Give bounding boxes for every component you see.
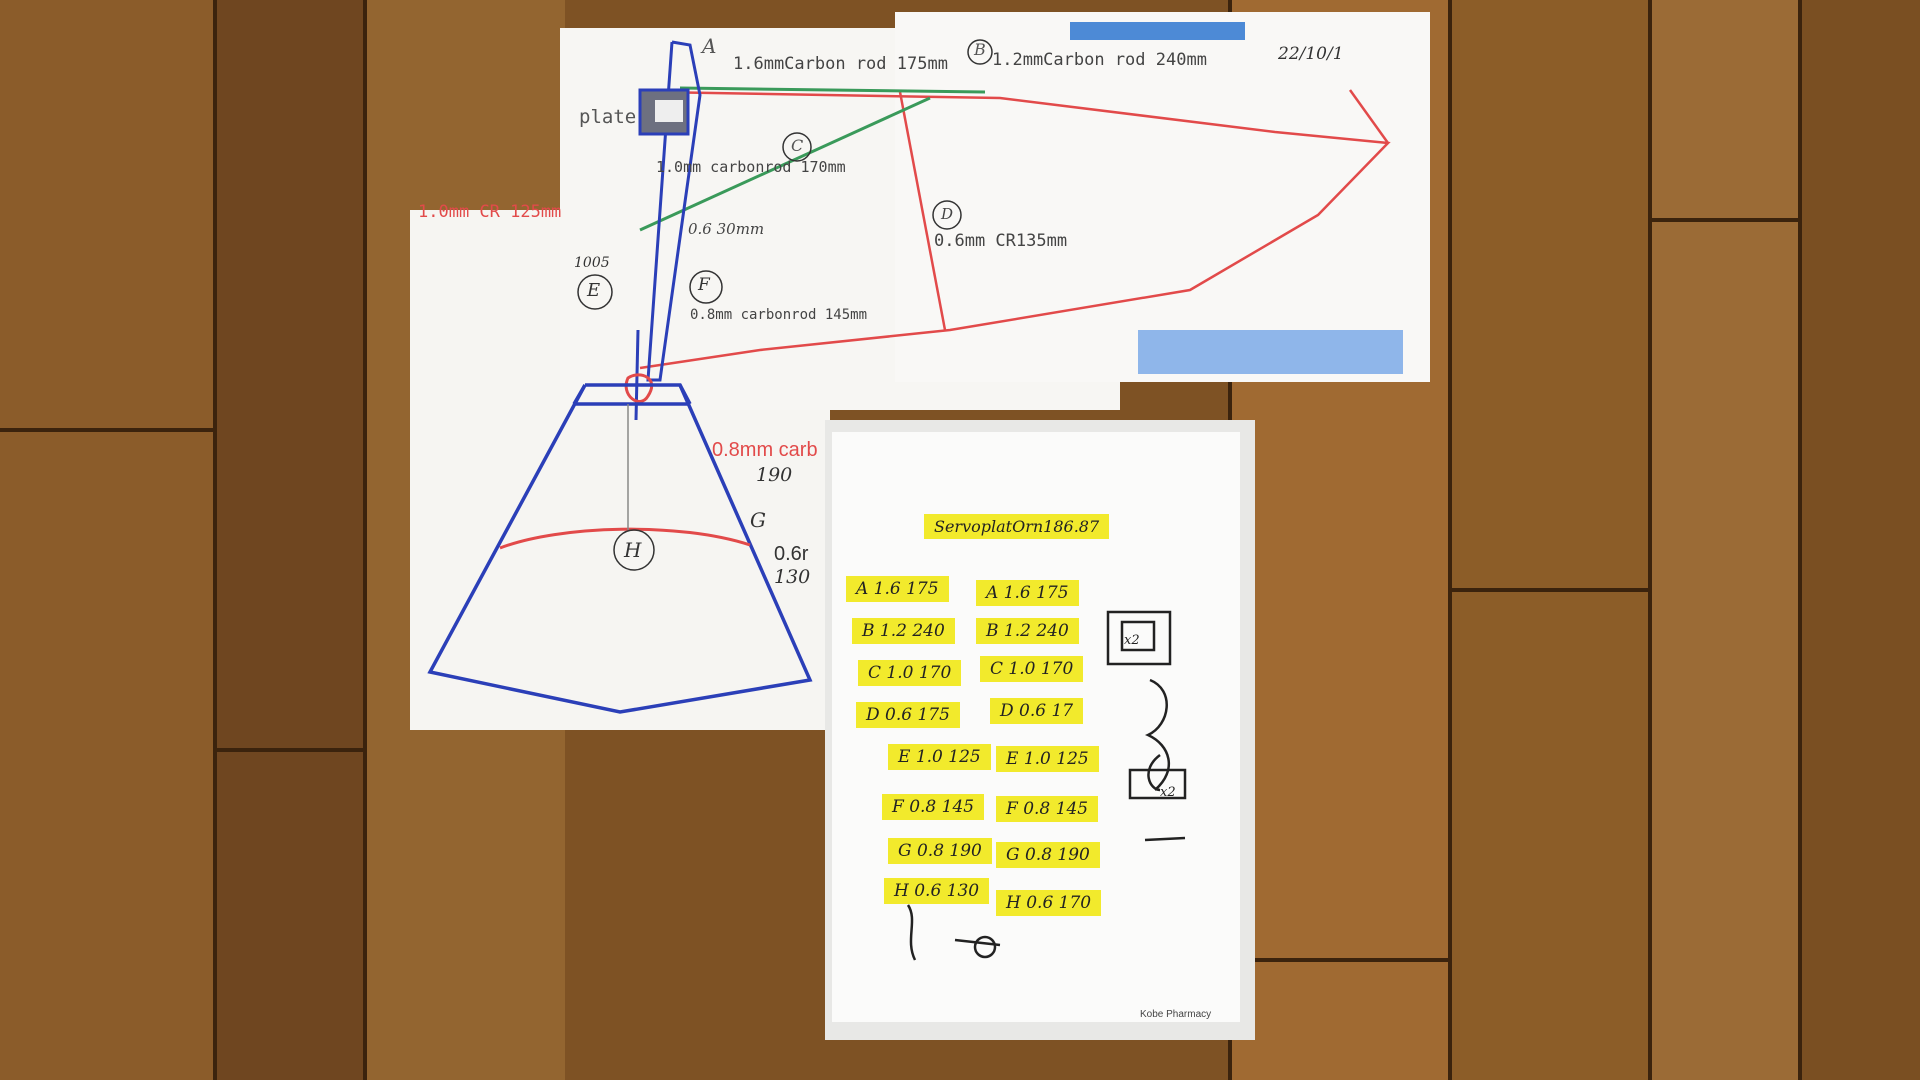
rod-b-text: 1.2mmCarbon rod 240mm	[992, 50, 1207, 70]
label-e: E	[587, 280, 601, 301]
mark-x2a: x2	[1124, 633, 1140, 648]
label-g: G	[750, 508, 766, 532]
label-h: H	[624, 538, 642, 562]
mark-x2b: x2	[1160, 785, 1176, 800]
rod-misc-text: 0.6 30mm	[688, 220, 765, 238]
left-list-item: A 1.6 175	[846, 576, 949, 602]
date-text: 22/10/1	[1278, 44, 1344, 64]
label-f: F	[698, 275, 710, 295]
rod-h-len: 130	[774, 566, 811, 588]
rod-e-text: 1.0mm CR 125mm	[418, 202, 562, 222]
notes-footer: Kobe Pharmacy	[1140, 1009, 1212, 1020]
right-list-item: C 1.0 170	[980, 656, 1083, 682]
right-list-item: F 0.8 145	[996, 796, 1098, 822]
rod-c-text: 1.0mm carbonrod 170mm	[656, 158, 846, 176]
right-list-item: H 0.6 170	[996, 890, 1101, 916]
left-list-item: H 0.6 130	[884, 878, 989, 904]
notes-header: ServoplatOrn186.87	[924, 514, 1109, 539]
label-d: D	[941, 205, 954, 223]
rod-h-text: 0.6r	[774, 543, 809, 565]
plate-inner	[655, 100, 683, 122]
label-b: B	[974, 40, 986, 59]
left-list-item: F 0.8 145	[882, 794, 984, 820]
label-a: A	[702, 34, 717, 58]
right-list-item: B 1.2 240	[976, 618, 1079, 644]
label-c: C	[791, 136, 804, 155]
note-e-text: 1005	[574, 255, 610, 271]
rod-g-text: 0.8mm carb	[712, 439, 818, 461]
rod-a-text: 1.6mmCarbon rod 175mm	[733, 54, 948, 74]
left-list-item: D 0.6 175	[856, 702, 960, 728]
left-list-item: C 1.0 170	[858, 660, 961, 686]
rod-f-text: 0.8mm carbonrod 145mm	[690, 307, 868, 323]
sheet-notes	[832, 432, 1240, 1022]
left-list-item: G 0.8 190	[888, 838, 992, 864]
right-list-item: G 0.8 190	[996, 842, 1100, 868]
blue-strip-top	[1070, 22, 1245, 40]
rod-g-len: 190	[756, 464, 793, 486]
left-list-item: B 1.2 240	[852, 618, 955, 644]
right-list-item: D 0.6 17	[990, 698, 1083, 724]
right-list-item: A 1.6 175	[976, 580, 1079, 606]
right-list-item: E 1.0 125	[996, 746, 1099, 772]
plate-text: plate	[579, 106, 637, 128]
blue-strip-bottom	[1138, 330, 1403, 374]
left-list-item: E 1.0 125	[888, 744, 991, 770]
rod-d-text: 0.6mm CR135mm	[934, 231, 1068, 251]
